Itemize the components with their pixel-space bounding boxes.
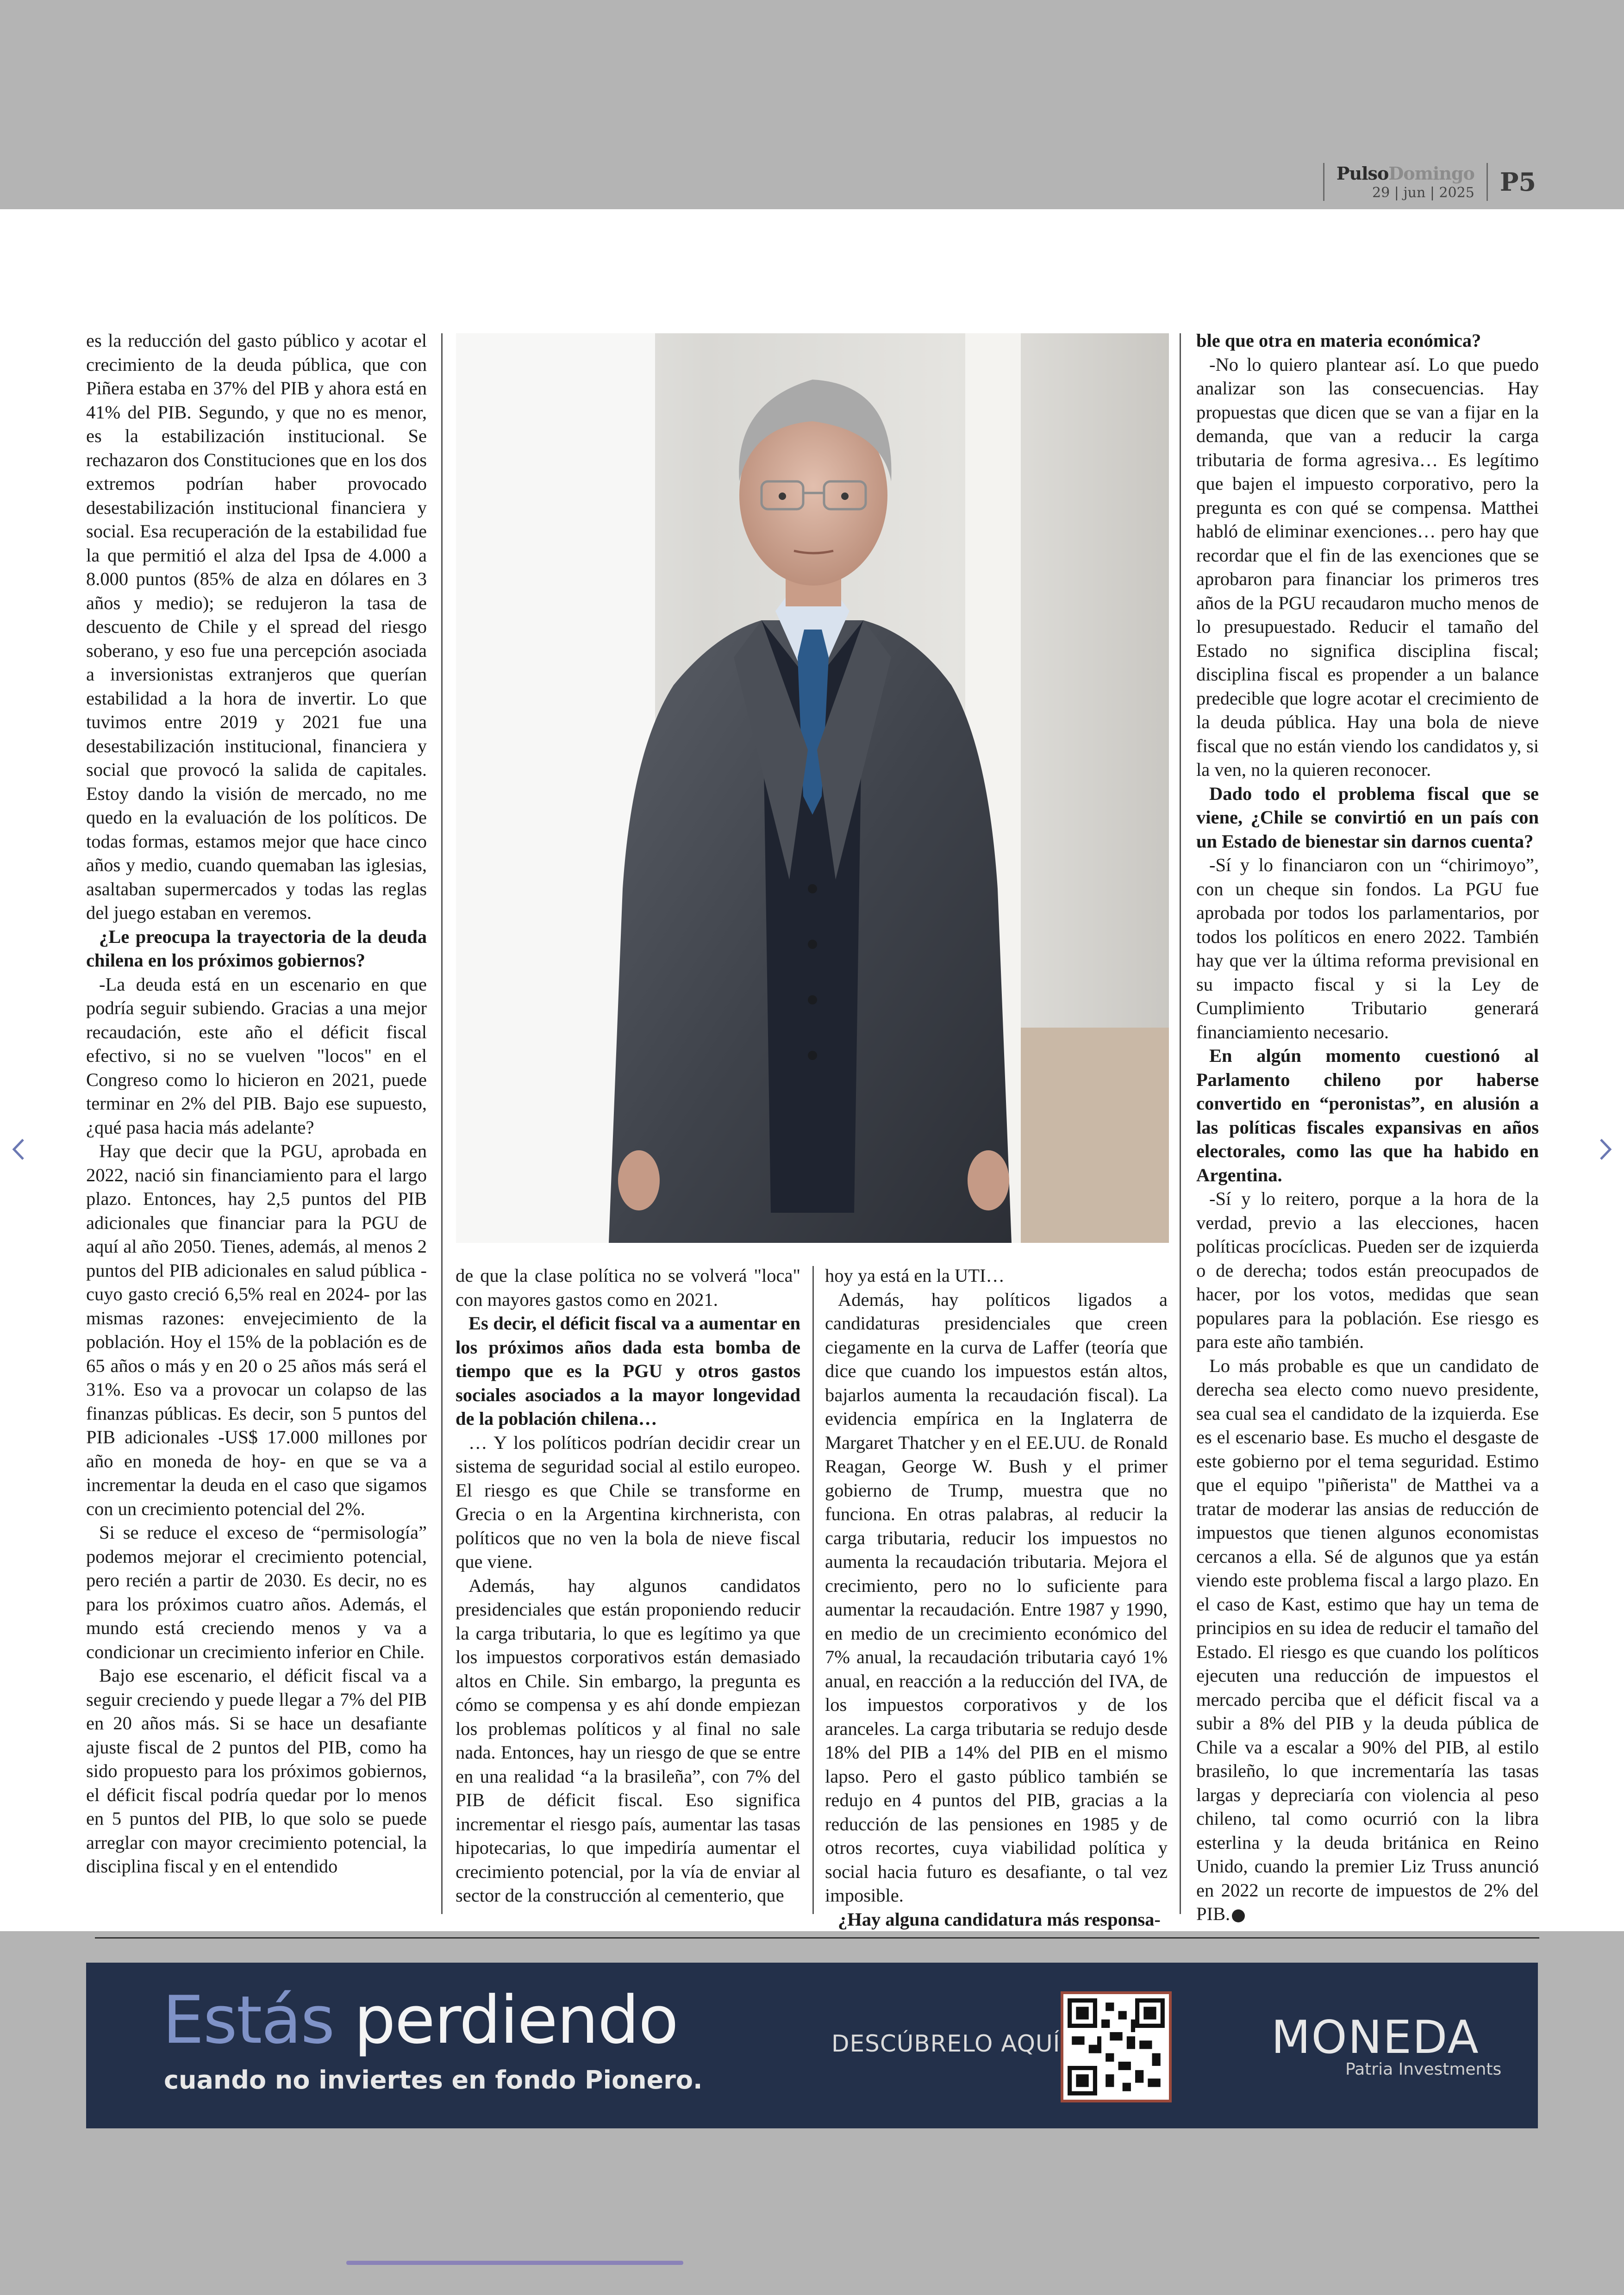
column-divider bbox=[441, 333, 443, 1914]
article-paragraph: Si se reduce el exceso de “permisología” podemos mejorar el crecimiento potencial, pero recién a partir de 2030. Es decir, no es para los próximos cuatro años. Además, el mundo está creciendo menos y va a condicionar un crecimiento inferior en Chile. bbox=[86, 1522, 427, 1662]
column-divider bbox=[812, 1266, 814, 1914]
ad-headline-accent: Estás bbox=[162, 1982, 334, 2058]
article-paragraph: -Sí y lo reitero, porque a la hora de la verdad, previo a las elecciones, hacen políticas procíclicas. Pueden ser de izquierda o de derecha; todos están preocupados de hacer, por los votos, medidas que sean populares para la población. Ese riesgo es para este año también. bbox=[1196, 1188, 1539, 1352]
interview-question: Es decir, el déficit fiscal va a aumentar en los próximos años dada esta bomba de tiempo que es la PGU y otros gastos sociales asociados a la mayor longevidad de la población chilena… bbox=[456, 1313, 800, 1429]
interview-question: En algún momento cuestionó al Parlamento chileno por haberse convertido en “peronistas”, en alusión a las políticas fiscales expansivas en años electorales, como las que ha habido en Argentina. bbox=[1196, 1045, 1539, 1185]
ad-subline: cuando no inviertes en fondo Pionero. bbox=[164, 2065, 703, 2095]
ad-brand-subtitle: Patria Investments bbox=[1345, 2060, 1502, 2079]
article-column-4 bbox=[1196, 329, 1539, 1924]
article-paragraph: -No lo quiero plantear así. Lo que puedo analizar son las consecuencias. Hay propuestas que dicen que se van a fijar en la demanda, que van a reducir la carga tributaria de forma agresiva… Es legítimo que bajen el impuesto corporativo, pero la pregunta es con qué se compensa. Matthei habló de eliminar exenciones… pero hay que recordar que el fin de las exenciones que se aprobaron para financiar los primeros tres años de la PGU recaudaron mucho menos de lo presupuestado. Reducir el tamaño del Estado no significa disciplina fiscal; disciplina fiscal es propender a un balance predecible que logre acotar el crecimiento de la deuda pública. Hay una bola de nieve fiscal que no están viendo los candidatos y, si la ven, no la quieren reconocer. bbox=[1196, 354, 1539, 780]
portrait-illustration bbox=[456, 333, 1169, 1243]
end-of-article-icon bbox=[1232, 1909, 1245, 1922]
publication-brand bbox=[1337, 163, 1474, 201]
column-divider bbox=[1180, 333, 1181, 1914]
article-paragraph: -Sí y lo financiaron con un “chirimoyo”, con un cheque sin fondos. La PGU fue aprobada por todos los parlamentarios, por todos los políticos en enero 2022. También hay que ver la última reforma previsional en su impacto fiscal y si la Ley de Cumplimiento Tributario generará financiamiento necesario. bbox=[1196, 854, 1539, 1042]
header-divider bbox=[1323, 163, 1324, 201]
article-paragraph: Bajo ese escenario, el déficit fiscal va a seguir creciendo y puede llegar a 7% del PIB en 20 años más. Si se hace un desafiante ajuste fiscal de 2 puntos del PIB, como ha sido propuesto para los próximos gobiernos, el déficit fiscal podría quedar por lo menos en 5 puntos del PIB, lo que solo se puede arreglar con mayor crecimiento potencial, la disciplina fiscal y en el entendido bbox=[86, 1665, 427, 1877]
interview-portrait-photo bbox=[456, 333, 1169, 1243]
header-divider bbox=[1487, 163, 1488, 201]
article-paragraph: de que la clase política no se volverá "loca" con mayores gastos como en 2021. bbox=[456, 1265, 800, 1310]
article-paragraph: hoy ya está en la UTI… bbox=[825, 1265, 1005, 1286]
page-scrollbar[interactable] bbox=[346, 2261, 683, 2265]
article-column-1 bbox=[86, 329, 427, 1912]
interview-question: ¿Le preocupa la trayectoria de la deuda chilena en los próximos gobiernos? bbox=[86, 926, 427, 971]
issue-date: 29 | jun | 2025 bbox=[1372, 185, 1474, 201]
chevron-right-icon[interactable] bbox=[1594, 1133, 1618, 1166]
ad-cta-text[interactable]: DESCÚBRELO AQUÍ bbox=[831, 2030, 1061, 2057]
article-column-2 bbox=[456, 1264, 800, 1912]
article-paragraph: Hay que decir que la PGU, aprobada en 2022, nació sin financiamiento para el largo plazo. Entonces, hay 2,5 puntos del PIB adicionales que financiar para la PGU de aquí al año 2050. Tienes, además, al menos 2 puntos del PIB adicionales en salud pública -cuyo gasto creció 6,5% real en 2024- por las mismas razones: envejecimiento de la población. Hoy el 15% de la población es de 65 años o más y en 20 o 25 años más será el 31%. Eso va a provocar un colapso de las finanzas públicas. Es decir, son 5 puntos del PIB adicionales -US$ 17.000 millones por año en moneda de hoy- en que se va a incrementar la deuda en el caso que sigamos con un crecimiento potencial del 2%. bbox=[86, 1141, 427, 1519]
advertisement-banner[interactable] bbox=[86, 1963, 1538, 2128]
ad-divider bbox=[95, 1937, 1539, 1939]
interview-question: ¿Hay alguna candidatura más responsa- bbox=[838, 1908, 1161, 1930]
qr-code-graphic bbox=[1063, 1994, 1169, 2100]
interview-question: Dado todo el problema fiscal que se viene, ¿Chile se convirtió en un país con un Estado de bienestar sin darnos cuenta? bbox=[1196, 783, 1539, 852]
article-paragraph: -La deuda está en un escenario en que podría seguir subiendo. Gracias a una mejor recaudación, este año el déficit fiscal efectivo, si no se vuelven "locos" en el Congreso como lo hicieron en 2021, puede terminar en 2% del PIB. Bajo ese supuesto, ¿qué pasa hacia más adelante? bbox=[86, 973, 427, 1138]
chevron-left-icon[interactable] bbox=[6, 1133, 30, 1166]
ad-headline-rest: perdiendo bbox=[354, 1982, 678, 2058]
article-paragraph: Además, hay algunos candidatos presidenciales que están proponiendo reducir la carga tributaria, lo que es legítimo ya que los impuestos corporativos están demasiado altos en Chile. Sin embargo, la pregunta es cómo se compensa y es ahí donde empiezan los problemas políticos y al final no sale nada. Entonces, hay un riesgo de que se entre en una realidad “a la brasileña”, con 7% del PIB de déficit fiscal. Eso significa incrementar el riesgo país, aumentar las tasas hipotecarias, lo que impediría aumentar el crecimiento potencial, por la vía de enviar al sector de la construcción al cementerio, que bbox=[456, 1575, 800, 1906]
article-paragraph: Además, hay políticos ligados a candidaturas presidenciales que creen ciegamente en la curva de Laffer (teoría que dice que cuando los impuestos están altos, bajarlos aumenta la recaudación fiscal). La evidencia empírica en la Inglaterra de Margaret Thatcher y en el EE.UU. de Ronald Reagan, George W. Bush y el primer gobierno de Trump, muestra que no funciona. En otras palabras, al reducir la carga tributaria, reducir los impuestos no aumenta la recaudación tributaria. Mejora el crecimiento, pero no lo suficiente para aumentar la recaudación. Entre 1987 y 1990, en medio de un crecimiento económico del 7% anual, la recaudación tributaria cayó 1% anual, en reacción a la reducción del IVA, de los impuestos corporativos y de los aranceles. La carga tributaria se redujo desde 18% del PIB a 14% del PIB en el mismo lapso. Pero el gasto público también se redujo en 4 puntos del PIB, gracias a la reducción de las pensiones en 1985 y de otros recortes, cuya viabilidad política y social hacia futuro es desafiante, o tal vez imposible. bbox=[825, 1289, 1168, 1906]
ad-headline bbox=[162, 1982, 678, 2058]
article-paragraph: Lo más probable es que un candidato de derecha sea electo como nuevo presidente, sea cual sea el candidato de la izquierda. Ese es el escenario base. Es mucho el desgaste de este gobierno por el tema seguridad. Estimo que el equipo "piñerista" de Matthei va a tratar de moderar las ansias de reducción de impuestos que tienen algunos economistas cercanos a ella. Sé de algunos que ya están viendo este problema fiscal a largo plazo. En el caso de Kast, estimo que hay un tema de principios en su idea de reducir el tamaño del Estado. El riesgo es que cuando los políticos ejecuten una reducción de impuestos el mercado perciba que el déficit fiscal va a subir a 8% del PIB y la deuda pública de Chile va a escalar a 90% del PIB, al estilo brasileño, lo que incrementaría las tasas largas y depreciaría con violencia al peso chileno, tal como ocurrió con la libra esterlina y la deuda británica en Reino Unido, cuando la premier Liz Truss anunció en 2022 un recorte de impuestos de 2% del PIB. bbox=[1196, 1355, 1539, 1924]
article-paragraph: … Y los políticos podrían decidir crear un sistema de seguridad social al estilo europeo. El riesgo es que Chile se transforme en Grecia o en la Argentina kirchnerista, con políticos que no ven la bola de nieve fiscal que viene. bbox=[456, 1432, 800, 1572]
brand-domingo: Domingo bbox=[1388, 163, 1474, 184]
article-column-3 bbox=[825, 1264, 1168, 1930]
page-header bbox=[1311, 163, 1536, 201]
ad-brand-logo: MONEDA bbox=[1271, 2011, 1480, 2064]
page-number: P5 bbox=[1499, 167, 1536, 197]
brand-pulso: Pulso bbox=[1336, 163, 1389, 184]
qr-code-icon[interactable] bbox=[1061, 1991, 1172, 2102]
article-paragraph: es la reducción del gasto público y acotar el crecimiento de la deuda pública, que con Piñera estaba en 37% del PIB y ahora está en 41% del PIB. Segundo, y que no es menor, es la estabilización institucional. Se rechazaron dos Constituciones que en los dos extremos podrían haber provocado desestabilización institucional financiera y social. Esa recuperación de la estabilidad fue la que permitió el alza del Ipsa de 4.000 a 8.000 puntos (85% de alza en dólares en 3 años y medio); se redujeron la tasa de descuento de Chile y el spread del riesgo soberano, y eso fue una percepción asociada a inversionistas extranjeros que querían estabilidad a la hora de invertir. Lo que tuvimos entre 2019 y 2021 fue una desestabilización institucional, financiera y social que provocó la salida de capitales. Estoy dando la visión de mercado, no me quedo en la evaluación de los políticos. De todas formas, estamos mejor que hace cinco años y medio, cuando quemaban las iglesias, asaltaban supermercados y todas las reglas del juego estaban en veremos. bbox=[86, 330, 427, 923]
interview-question: ble que otra en materia económica? bbox=[1196, 330, 1481, 351]
